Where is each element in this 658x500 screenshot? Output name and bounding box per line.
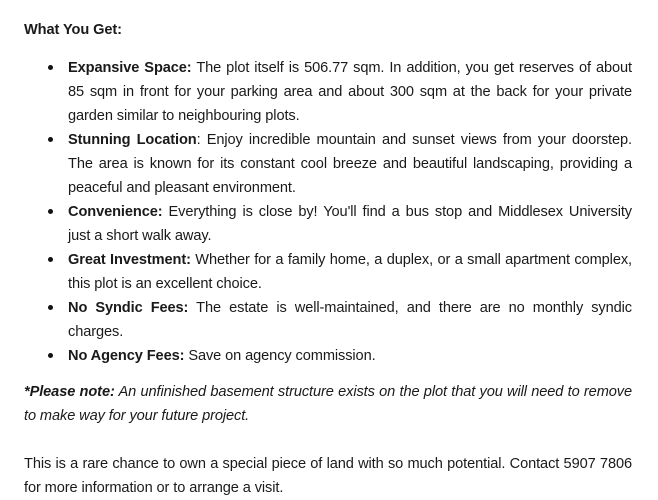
bullet-icon [48, 137, 53, 142]
benefits-list [24, 56, 632, 368]
benefit-body: The estate is well-maintained, and there are no monthly syndic charges. [68, 300, 632, 340]
closing-paragraph: This is a rare chance to own a special piece of land with so much potential. Contact 5907 7806 for more information or to arrange a visit. [24, 456, 632, 496]
list-item [24, 248, 632, 296]
disclaimer-note [24, 380, 632, 428]
list-item [24, 344, 632, 368]
note-body: An unfinished basement structure exists on the plot that you will need to remove to make way for your future project. [24, 384, 632, 424]
benefit-lead-in: No Agency Fees: [68, 348, 185, 364]
benefit-body: Everything is close by! You'll find a bus stop and Middlesex University just a short walk away. [68, 204, 632, 244]
list-item [24, 56, 632, 128]
bullet-icon [48, 305, 53, 310]
bullet-icon [48, 209, 53, 214]
benefit-lead-in: Convenience: [68, 204, 163, 220]
benefit-body: : Enjoy incredible mountain and sunset views from your doorstep. The area is known for its constant cool breeze and beautiful landscaping, providing a peaceful and pleasant environment. [68, 132, 632, 196]
list-item [24, 200, 632, 248]
list-item [24, 128, 632, 200]
list-item [24, 296, 632, 344]
benefit-lead-in: No Syndic Fees: [68, 300, 189, 316]
page-title: What You Get: [24, 22, 122, 38]
benefit-body: Whether for a family home, a duplex, or a small apartment complex, this plot is an excellent choice. [68, 252, 632, 292]
benefit-body: Save on agency commission. [184, 348, 376, 364]
benefit-lead-in: Stunning Location [68, 132, 197, 148]
bullet-icon [48, 257, 53, 262]
benefit-lead-in: Expansive Space: [68, 60, 192, 76]
benefit-lead-in: Great Investment: [68, 252, 191, 268]
bullet-icon [48, 353, 53, 358]
benefit-body: The plot itself is 506.77 sqm. In addition, you get reserves of about 85 sqm in front for your parking area and about 300 sqm at the back for your private garden similar to neighbouring plots. [68, 60, 633, 124]
note-lead-in: *Please note: [24, 384, 115, 400]
bullet-icon [48, 65, 53, 70]
